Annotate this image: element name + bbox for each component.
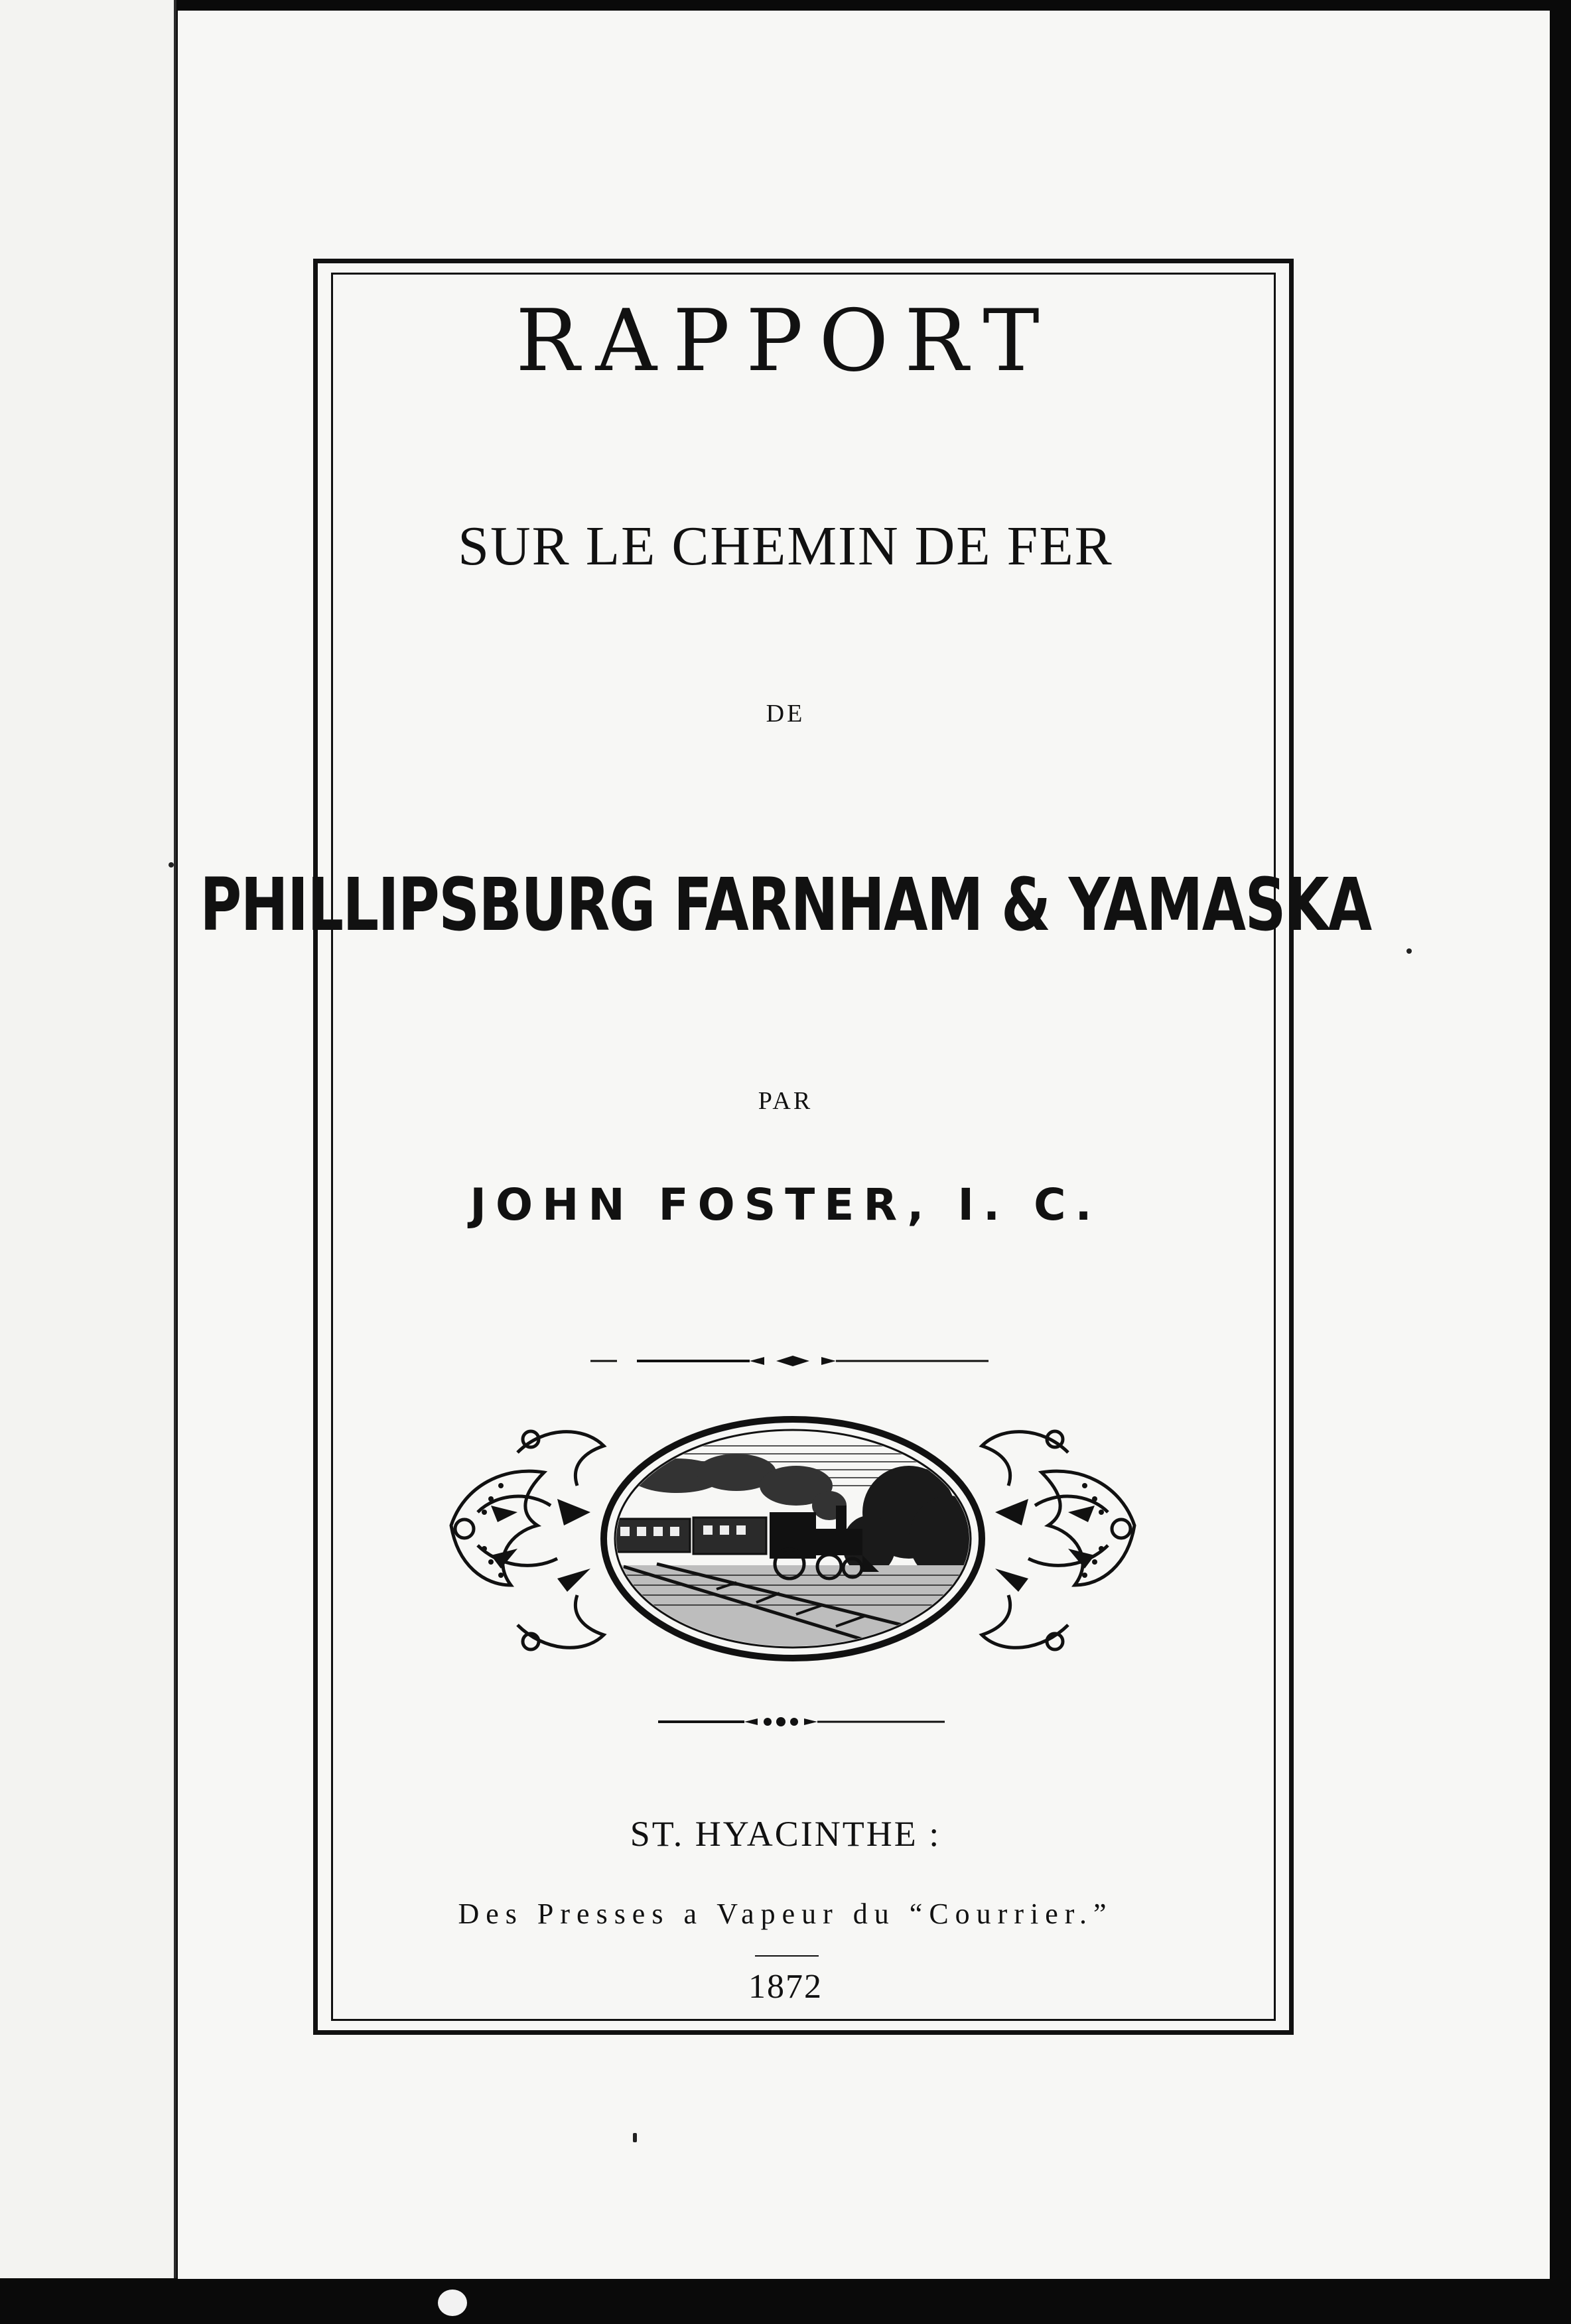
year-rule: [755, 1955, 819, 1957]
locomotive-train-engraving-icon: [438, 1413, 1148, 1671]
lower-rule-ornament-icon: [658, 1715, 945, 1728]
publisher-line: Des Presses a Vapeur du “Courrier.”: [458, 1898, 1113, 1930]
ink-speck: [633, 2133, 637, 2142]
author-name: JOHN FOSTER, I. C.: [470, 1179, 1101, 1230]
paper-fragment: [438, 2290, 467, 2316]
report-title: RAPPORT: [515, 292, 1056, 391]
ink-speck: [169, 862, 174, 868]
scan-edge-bottom: [0, 2279, 1571, 2324]
report-subtitle: SUR LE CHEMIN DE FER: [458, 515, 1113, 577]
word-de: DE: [766, 700, 805, 728]
ink-speck: [1406, 948, 1412, 954]
railway-name: PHILLIPSBURG FARNHAM & YAMASKA: [200, 862, 1371, 947]
publication-year: 1872: [748, 1968, 823, 2006]
upper-rule-ornament-icon: [590, 1353, 995, 1369]
publication-city: ST. HYACINTHE :: [630, 1814, 941, 1854]
word-par: PAR: [758, 1087, 813, 1115]
